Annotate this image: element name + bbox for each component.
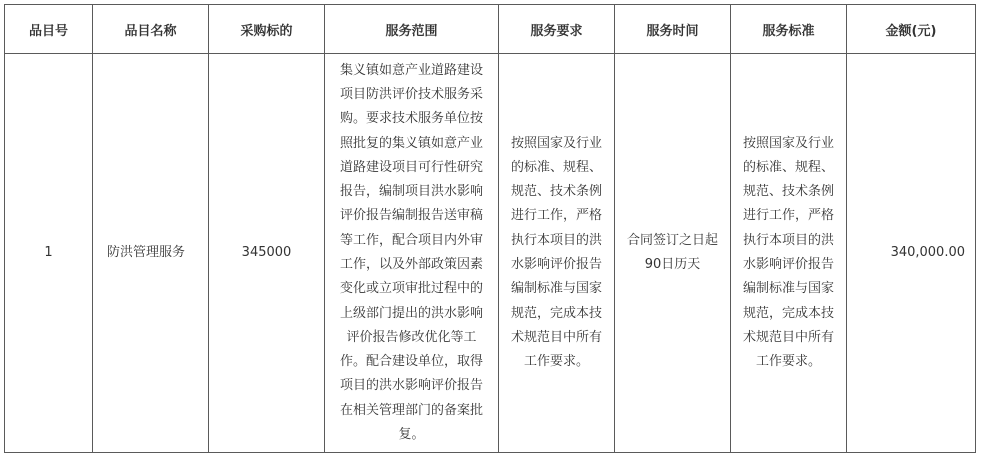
cell-procurement-target: 345000 [209,54,325,453]
service-scope-text: 集义镇如意产业道路建设 项目防洪评价技术服务采 购。要求技术服务单位按 照批复的集义镇如意产业 道路建设项目可行性研究 报告，编制项目洪水影响 评价报告编制报告送审稿 等工作，配合项目内外审 工作，以及外部政策因素 变化或立项审批过程中的 上级部门提出的洪水影响 评价报告修改优化等工 作。配合建设单位，取得 项目的洪水影响评价报告 在相关管理部门的备案批 复。 [339,62,483,443]
service-time-text: 合同签订之日起 90日历天 [626,232,718,272]
cell-item-name: 防洪管理服务 [93,54,209,453]
cell-service-scope [325,54,499,453]
service-standard-text: 按照国家及行业 的标准、规程、 规范、技术条例 进行工作，严格 执行本项目的洪 水影响评价报告 编制标准与国家 规范，完成本技 术规范目中所有 工作要求。 [742,135,834,370]
header-row [5,5,976,54]
header-item-no: 品目号 [5,5,93,54]
service-requirements-text: 按照国家及行业 的标准、规程、 规范、技术条例 进行工作，严格 执行本项目的洪 水影响评价报告 编制标准与国家 规范，完成本技 术规范目中所有 工作要求。 [510,135,602,370]
procurement-table [4,4,976,453]
cell-item-no: 1 [5,54,93,453]
header-service-scope: 服务范围 [325,5,499,54]
table-row [5,54,976,453]
cell-amount: 340,000.00 [847,54,976,453]
header-service-standard: 服务标准 [731,5,847,54]
header-procurement-target: 采购标的 [209,5,325,54]
header-item-name: 品目名称 [93,5,209,54]
header-service-requirements: 服务要求 [499,5,615,54]
cell-service-requirements [499,54,615,453]
cell-service-time [615,54,731,453]
header-amount: 金额(元) [847,5,976,54]
header-service-time: 服务时间 [615,5,731,54]
cell-service-standard [731,54,847,453]
